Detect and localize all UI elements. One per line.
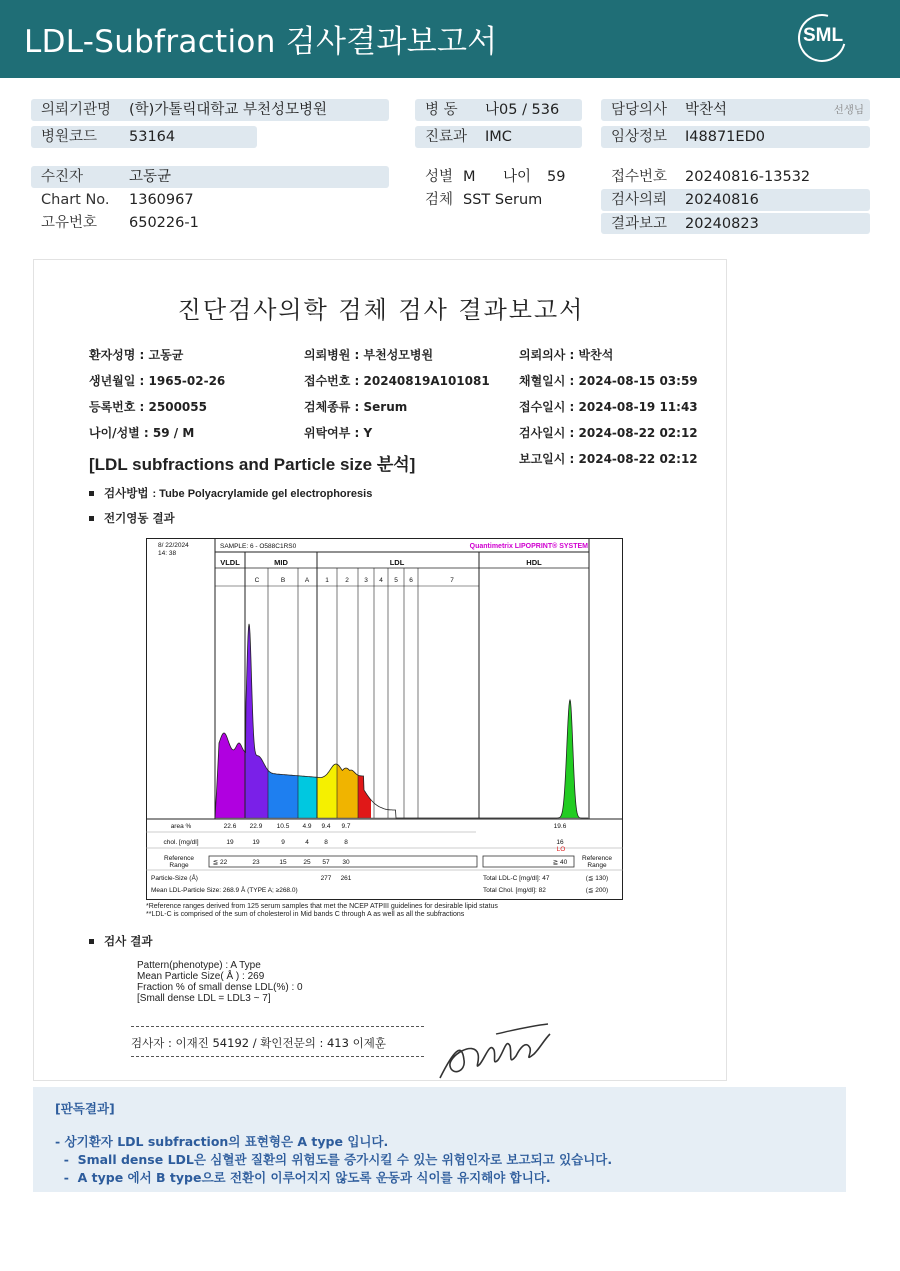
result-small-dense-def: [Small dense LDL = LDL3 ~ 7] (137, 993, 271, 1004)
chart-no-field: Chart No. 1360967 (41, 192, 194, 208)
institution-field: 의뢰기관명 (학)가톨릭대학교 부천성모병원 (31, 99, 389, 121)
band-label-5: 5 (394, 577, 398, 584)
chart-brand: Quantimetrix LIPOPRINT® SYSTEM (469, 543, 588, 550)
ref-label-bottom: Range (169, 862, 189, 869)
footnote-ldlc: **LDL-C is comprised of the sum of cholesterol in Mid bands C through A as well as all the subfractions (146, 911, 465, 918)
inspector-line: 검사자 : 이재진 54192 / 확인전문의 : 413 이제훈 (131, 1036, 386, 1050)
info-age-sex: 나이/성별 : 59 / M (89, 426, 195, 440)
chart-date: 8/ 22/2024 (158, 542, 189, 549)
chol-value: 8 (344, 839, 348, 846)
ward-field: 병 동 나05 / 536 (415, 99, 582, 121)
area-value: 4.9 (302, 823, 312, 830)
area-row-label: area % (170, 823, 192, 830)
band-label-b: B (280, 577, 286, 584)
info-birthdate: 생년월일 : 1965-02-26 (89, 374, 226, 388)
ref-value: 30 (342, 859, 350, 866)
interpretation-panel (33, 1087, 846, 1192)
chol-value: 19 (226, 839, 234, 846)
band-label-2: 2 (345, 577, 349, 584)
mid-b-area (268, 770, 298, 818)
info-report-time: 보고일시 : 2024-08-22 02:12 (519, 452, 698, 466)
analysis-section-title: [LDL subfractions and Particle size 분석] (89, 455, 416, 474)
info-specimen-type: 검체종류 : Serum (304, 400, 408, 414)
chart-sample: SAMPLE: 6 - O588C1RS0 (220, 543, 297, 550)
area-value: 22.9 (249, 823, 263, 830)
mid-a-area (298, 776, 317, 818)
hospital-code-field: 병원코드 53164 (31, 126, 257, 148)
bullet-square-icon (89, 491, 94, 496)
lo-flag: LO (556, 846, 566, 853)
band-label-6: 6 (409, 577, 413, 584)
bullet-square-icon (89, 939, 94, 944)
particle-size-label: Particle-Size (Å) (151, 875, 198, 882)
bullet-square-icon (89, 516, 94, 521)
sex-age-field: 성별 M 나이 59 (425, 169, 566, 185)
area-value: 9.7 (341, 823, 351, 830)
electrophoresis-bullet: 전기영동 결과 (89, 510, 175, 526)
clinical-field: 임상정보 I48871ED0 (601, 126, 870, 148)
ref-label-top: Reference (164, 855, 194, 862)
info-registration: 등록번호 : 2500055 (89, 400, 207, 414)
interpretation-line-1: - 상기환자 LDL subfraction의 표현형은 A type 입니다. (55, 1134, 389, 1149)
ref-value: 23 (252, 859, 260, 866)
band-label-a: A (304, 577, 310, 584)
electrophoresis-svg (146, 538, 623, 900)
group-label-ldl: LDL (389, 558, 405, 567)
ref-right-label-bottom: Range (587, 862, 607, 869)
report-title: 진단검사의학 검체 검사 결과보고서 (177, 296, 585, 324)
group-label-vldl: VLDL (220, 558, 240, 567)
page-title: LDL-Subfraction 검사결과보고서 (24, 24, 498, 60)
sml-logo (796, 12, 854, 64)
info-receipt-no: 접수번호 : 20240819A101081 (304, 374, 490, 388)
area-value: 19.6 (553, 823, 567, 830)
report-date-field: 결과보고 20240823 (601, 212, 870, 234)
info-test-time: 검사일시 : 2024-08-22 02:12 (519, 426, 698, 440)
ref-value: 57 (322, 859, 330, 866)
total-ldl: Total LDL-C [mg/dl]: 47 (483, 875, 550, 882)
dept-field: 진료과 IMC (415, 126, 582, 148)
result-bullet: 검사 결과 (89, 933, 152, 949)
band-label-c: C (254, 577, 260, 584)
chol-value: 4 (305, 839, 309, 846)
band-label-1: 1 (325, 577, 329, 584)
interpretation-line-2: - Small dense LDL은 심혈관 질환의 위험도를 증가시킬 수 있는 위험인자로 보고되고 있습니다. (55, 1152, 613, 1167)
info-patient-name: 환자성명 : 고동균 (89, 348, 184, 362)
area-value: 10.5 (276, 823, 290, 830)
receipt-field: 접수번호 20240816-13532 (611, 169, 811, 185)
band-label-3: 3 (364, 577, 368, 584)
mean-particle-size: Mean LDL-Particle Size: 268.9 Å (TYPE A; ≥268.0) (151, 887, 298, 894)
inspector-divider-top (131, 1026, 424, 1027)
info-doctor: 의뢰의사 : 박찬석 (519, 348, 614, 362)
specimen-field: 검체 SST Serum (425, 192, 543, 208)
result-pattern: Pattern(phenotype) : A Type (137, 960, 261, 971)
method-bullet: 검사방법 : Tube Polyacrylamide gel electrophoresis (89, 485, 372, 501)
info-collection-time: 채혈일시 : 2024-08-15 03:59 (519, 374, 698, 388)
header-bar (0, 0, 900, 78)
inspector-divider-bottom (131, 1056, 424, 1057)
total-ldl-ref: (≦ 130) (585, 875, 609, 882)
info-hospital: 의뢰병원 : 부천성모병원 (304, 348, 434, 362)
chol-value: 8 (324, 839, 328, 846)
result-mean-size: Mean Particle Size( Å ) : 269 (137, 971, 265, 982)
unique-no-field: 고유번호 650226-1 (41, 215, 199, 231)
info-outsourced: 위탁여부 : Y (304, 426, 373, 440)
interpretation-line-3: - A type 에서 B type으로 전환이 이루어지지 않도록 운동과 식이를 유지해야 합니다. (55, 1170, 551, 1185)
electrophoresis-chart (146, 538, 623, 900)
area-value: 9.4 (321, 823, 331, 830)
ref-right-label-top: Reference (582, 855, 612, 862)
group-label-hdl: HDL (526, 558, 542, 567)
chol-value: 16 (556, 839, 564, 846)
chol-row-label: chol. [mg/dl] (163, 839, 199, 846)
group-label-mid: MID (274, 558, 288, 567)
signature (434, 1020, 554, 1082)
band-label-4: 4 (379, 577, 383, 584)
request-date-field: 검사의뢰 20240816 (601, 189, 870, 211)
particle-size-value: 277 (320, 875, 332, 882)
institution-value: (학)가톨릭대학교 부천성모병원 (129, 102, 328, 118)
particle-size-value: 261 (340, 875, 352, 882)
ref-value: 25 (303, 859, 311, 866)
patient-field: 수진자 고동균 (31, 166, 389, 188)
chart-time: 14: 38 (158, 550, 177, 557)
logo-text: SML (802, 25, 844, 46)
chol-value: 19 (252, 839, 260, 846)
interpretation-header: [판독결과] (55, 1101, 115, 1116)
total-chol: Total Chol. [mg/dl]: 82 (483, 887, 546, 894)
info-receipt-time: 접수일시 : 2024-08-19 11:43 (519, 400, 698, 414)
footnote-reference: *Reference ranges derived from 125 serum samples that met the NCEP ATPIII guidelines for desirable lipid status (146, 903, 498, 910)
ref-value: ≦ 22 (212, 859, 228, 866)
ref-value: 15 (279, 859, 287, 866)
result-fraction: Fraction % of small dense LDL(%) : 0 (137, 982, 303, 993)
ref-value: ≧ 40 (552, 859, 568, 866)
total-chol-ref: (≦ 200) (585, 887, 609, 894)
area-value: 22.6 (223, 823, 237, 830)
chol-value: 9 (281, 839, 285, 846)
band-label-7: 7 (450, 577, 454, 584)
doctor-field: 담당의사 박찬석 선생님 (601, 99, 870, 121)
